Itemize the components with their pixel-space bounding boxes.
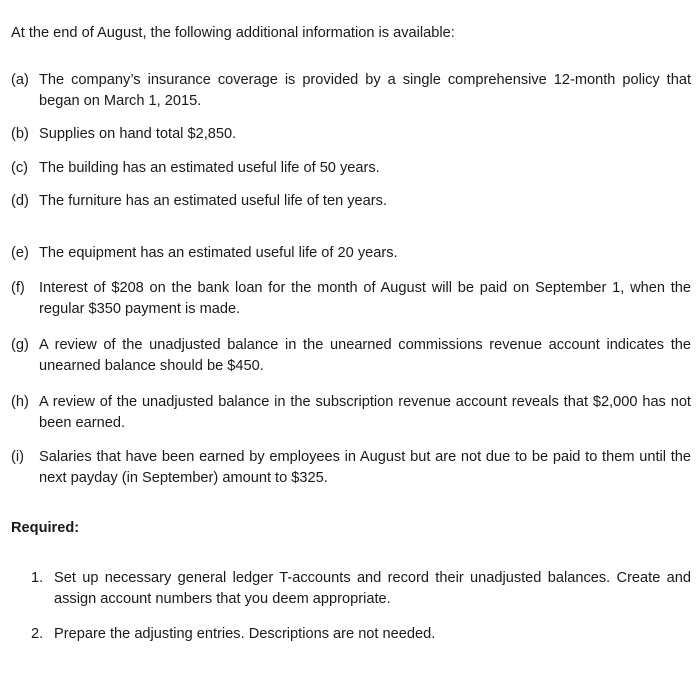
list-item-h: [11, 392, 691, 434]
item-label: (g): [11, 337, 29, 353]
required-item-2: [31, 624, 691, 645]
item-text: The equipment has an estimated useful life of 20 years.: [39, 245, 398, 261]
item-label: (b): [11, 126, 29, 142]
item-label: (i): [11, 449, 24, 465]
item-text: A review of the unadjusted balance in the subscription revenue account reveals that $2,000 has not been earned.: [39, 394, 691, 431]
list-item-a: [11, 70, 691, 112]
list-item-f: [11, 278, 691, 320]
list-item-g: [11, 335, 691, 377]
required-item-1: [31, 568, 691, 610]
item-text: Supplies on hand total $2,850.: [39, 126, 237, 142]
item-text: A review of the unadjusted balance in the unearned commissions revenue account indicates the unearned balance should be $450.: [39, 337, 691, 374]
required-item-number: 1.: [31, 570, 44, 586]
list-item-b: [11, 124, 691, 145]
item-label: (c): [11, 160, 29, 176]
required-item-text: Set up necessary general ledger T-accounts and record their unadjusted balances. Create and assign account numbers that you deem appropriate.: [54, 570, 691, 607]
required-heading: Required:: [11, 520, 80, 536]
list-item-d: [11, 191, 691, 212]
intro-text: At the end of August, the following additional information is available:: [11, 25, 455, 41]
item-label: (e): [11, 245, 29, 261]
item-text: The company’s insurance coverage is provided by a single comprehensive 12-month policy that began on March 1, 2015.: [39, 72, 691, 109]
required-item-text: Prepare the adjusting entries. Descriptions are not needed.: [54, 626, 436, 642]
item-text: Salaries that have been earned by employees in August but are not due to be paid to them until the next payday (in September) amount to $325.: [39, 449, 691, 486]
item-text: The furniture has an estimated useful life of ten years.: [39, 193, 388, 209]
list-item-i: [11, 447, 691, 489]
item-label: (f): [11, 280, 25, 296]
item-text: The building has an estimated useful life of 50 years.: [39, 160, 380, 176]
item-label: (a): [11, 72, 29, 88]
list-item-e: [11, 243, 691, 264]
item-label: (h): [11, 394, 29, 410]
item-text: Interest of $208 on the bank loan for the month of August will be paid on September 1, when the regular $350 payment is made.: [39, 280, 691, 317]
list-item-c: [11, 158, 691, 179]
required-item-number: 2.: [31, 626, 44, 642]
item-label: (d): [11, 193, 29, 209]
